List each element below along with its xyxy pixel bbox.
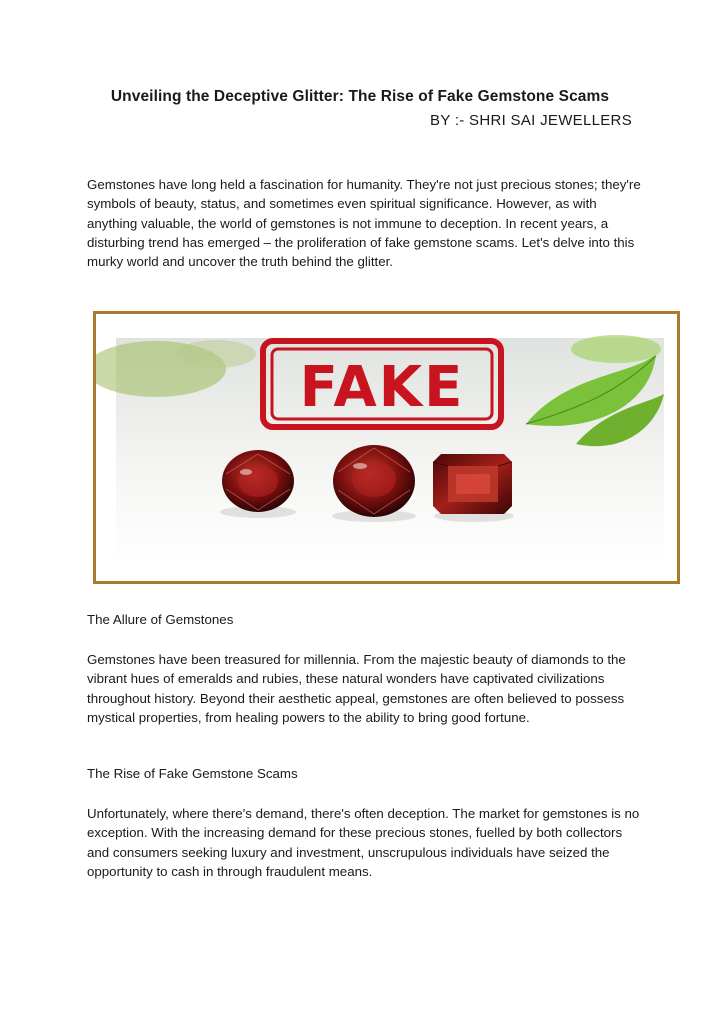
gem-oval-left bbox=[222, 450, 294, 512]
section-body-allure: Gemstones have been treasured for millennia. From the majestic beauty of diamonds to the vibrant hues of emeralds and rubies, these natural wonders have captivated civilizations throughout history. Beyond their aesthetic appeal, gemstones are often believed to possess mystical properties, from healing powers to the ability to bring good fortune. bbox=[87, 652, 626, 725]
gem-oval-center bbox=[333, 445, 415, 517]
fake-gemstones-image bbox=[93, 311, 680, 584]
gem-emerald-cut-right bbox=[433, 454, 512, 514]
byline: BY :- SHRI SAI JEWELLERS bbox=[430, 112, 632, 129]
svg-text:FAKE: FAKE bbox=[299, 355, 465, 420]
section-heading-allure: The Allure of Gemstones bbox=[87, 612, 234, 627]
section-heading-rise: The Rise of Fake Gemstone Scams bbox=[87, 766, 298, 781]
document-title: Unveiling the Deceptive Glitter: The Rise of Fake Gemstone Scams bbox=[110, 88, 610, 105]
section-body-rise: Unfortunately, where there's demand, there's often deception. The market for gemstones is no exception. With the increasing demand for these precious stones, fuelled by both collectors and consumers seeking luxury and investment, unscrupulous individuals have seized the opportunity to cash in through fraudulent means. bbox=[87, 806, 640, 879]
intro-paragraph: Gemstones have long held a fascination for humanity. They're not just precious stones; they're symbols of beauty, status, and sometimes even spiritual significance. However, as with anything valuable, the world of gemstones is not immune to deception. In recent years, a disturbing trend has emerged – the proliferation of fake gemstone scams. Let's delve into this murky world and uncover the truth behind the glitter. bbox=[87, 177, 641, 270]
